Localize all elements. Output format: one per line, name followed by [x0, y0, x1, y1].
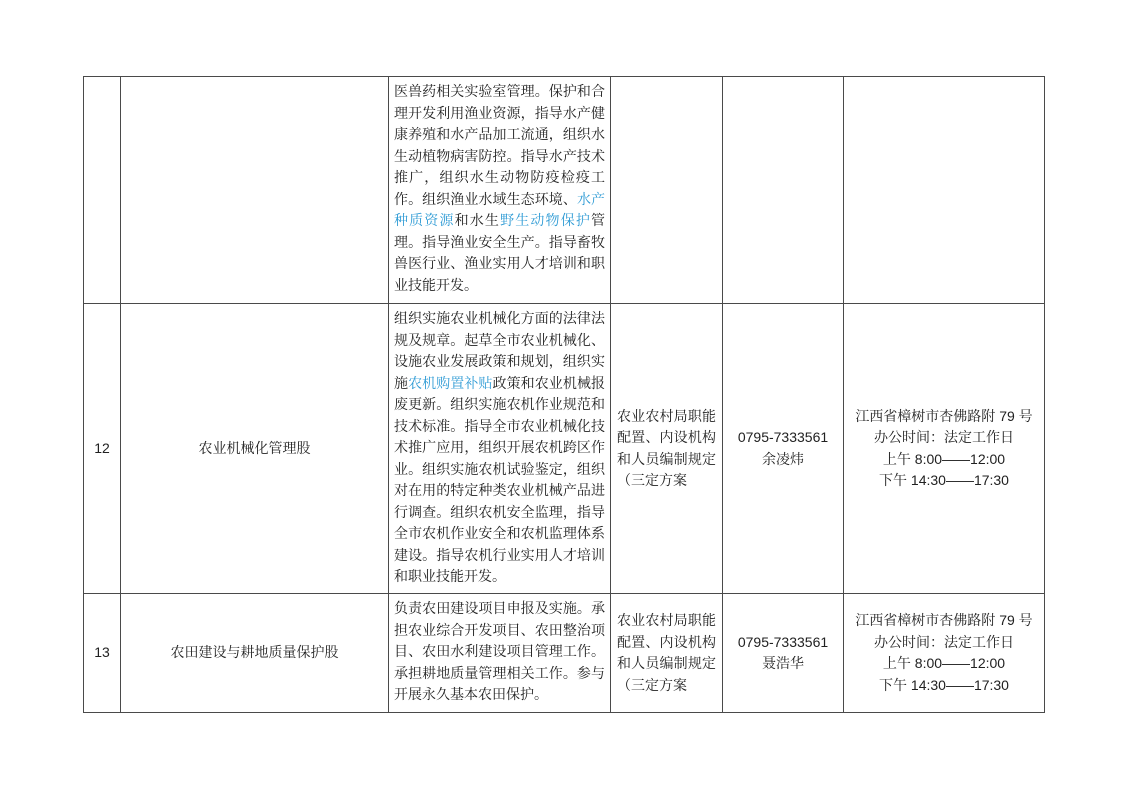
address-cell: [844, 304, 1045, 594]
basis-document-cell: 农业农村局职能配置、内设机构和人员编制规定（三定方案: [611, 594, 723, 713]
text-line: 办公时间：法定工作日: [874, 633, 1014, 650]
text-segment: 管理。指导渔业安全生产。指导畜牧兽医行业、渔业实用人才培训和职业技能开发。: [394, 212, 606, 293]
text-line: 上午 8:00——12:00: [882, 655, 1006, 671]
row-number-cell: [84, 77, 121, 304]
text-segment: 组织实施农业机械化方面的法律法规及规章。起草全市农业机械化、设施农业发展政策和规划，组织实施: [394, 310, 605, 391]
inline-link[interactable]: 农机购置补贴: [408, 374, 493, 391]
contact-name: 聂浩华: [762, 655, 804, 671]
contact-cell: [723, 304, 844, 594]
address-cell: [844, 77, 1045, 304]
department-name-cell: [121, 77, 389, 304]
text-segment: 医兽药相关实验室管理。保护和合理开发利用渔业资源，指导水产健康养殖和水产品加工流通，组织水生动植物病害防控。指导水产技术推广，组织水生动物防疫检疫工作。组织渔业水域生态环境、: [394, 83, 605, 207]
department-name-cell: 农业机械化管理股: [121, 304, 389, 594]
text-segment: 和水生: [454, 212, 501, 228]
text-line: 上午 8:00——12:00: [882, 450, 1006, 467]
row-number-cell: 13: [84, 594, 121, 713]
row-number-cell: 12: [84, 304, 121, 594]
text-line: 办公时间：法定工作日: [874, 429, 1014, 445]
address-cell: [844, 594, 1045, 713]
duties-cell: [389, 77, 611, 304]
contact-name: 余凌炜: [762, 450, 804, 467]
department-name-cell: 农田建设与耕地质量保护股: [121, 594, 389, 713]
duties-cell: [389, 304, 611, 594]
text-segment: 负责农田建设项目申报及实施。承担农业综合开发项目、农田整治项目、农田水利建设项目管理工作。承担耕地质量管理相关工作。参与开展永久基本农田保护。: [394, 600, 605, 702]
table-row-continued: [84, 77, 1045, 304]
text-line: 下午 14:30——17:30: [879, 676, 1009, 693]
text-line: 下午 14:30——17:30: [879, 472, 1009, 488]
contact-cell: [723, 77, 844, 304]
text-line: 江西省樟树市杏佛路附 79 号: [855, 612, 1033, 628]
duties-cell: [389, 594, 611, 713]
department-duties-table: [83, 76, 1045, 713]
text-line: 江西省樟树市杏佛路附 79 号: [855, 407, 1033, 424]
text-segment: 政策和农业机械报废更新。组织实施农机作业规范和技术标准。指导全市农业机械化技术推广应用，组织开展农机跨区作业。组织实施农机试验鉴定，组织对在用的特定种类农业机械产品进行调查。组织农机安全监理，指导全市农机作业安全和农机监理体系建设。指导农机行业实用人才培训和职业技能开发。: [394, 374, 606, 584]
inline-link[interactable]: 水产种质资源: [394, 190, 606, 228]
basis-document-cell: [611, 77, 723, 304]
basis-document-cell: 农业农村局职能配置、内设机构和人员编制规定（三定方案: [611, 304, 723, 594]
contact-cell: [723, 594, 844, 713]
table-row-12: [84, 304, 1045, 594]
inline-link[interactable]: 野生动物保护: [500, 212, 592, 228]
table-row-13: [84, 594, 1045, 713]
contact-phone: 0795-7333561: [737, 633, 829, 650]
contact-phone: 0795-7333561: [737, 429, 829, 445]
